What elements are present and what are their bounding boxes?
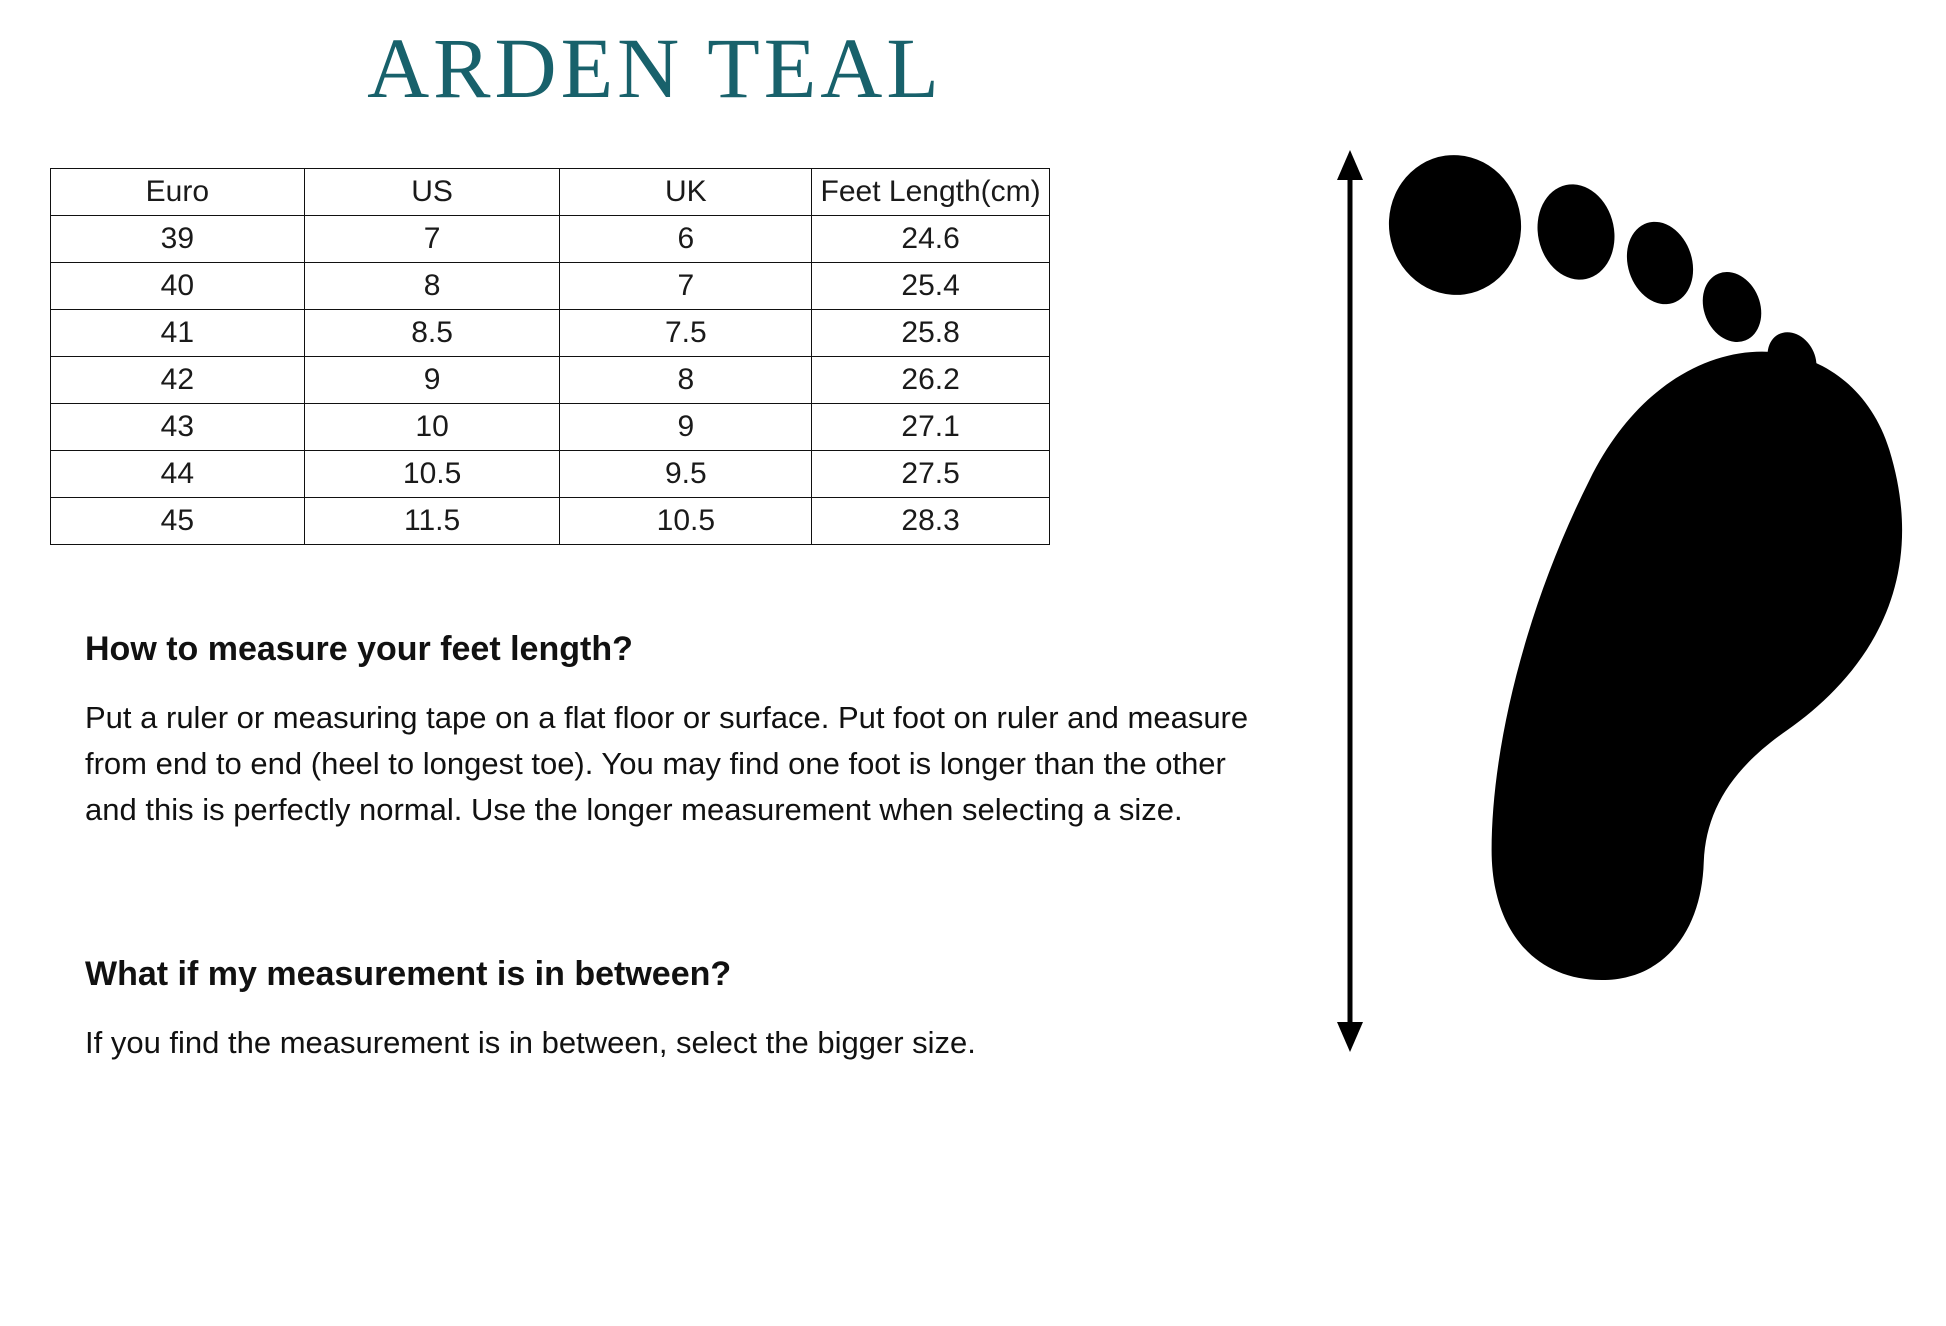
cell-uk: 6 — [560, 216, 812, 263]
cell-us: 10.5 — [304, 451, 560, 498]
cell-feet-length: 25.4 — [812, 263, 1050, 310]
cell-feet-length: 25.8 — [812, 310, 1050, 357]
cell-us: 8 — [304, 263, 560, 310]
in-between-heading: What if my measurement is in between? — [85, 955, 732, 993]
table-row — [51, 404, 1050, 451]
table-row — [51, 216, 1050, 263]
cell-us: 9 — [304, 357, 560, 404]
cell-uk: 9.5 — [560, 451, 812, 498]
in-between-body: If you find the measurement is in between, select the bigger size. — [85, 1025, 976, 1060]
cell-us: 11.5 — [304, 498, 560, 545]
size-chart-table — [50, 168, 1050, 545]
table-header-row — [51, 169, 1050, 216]
table-row — [51, 451, 1050, 498]
cell-euro: 42 — [51, 357, 305, 404]
cell-feet-length: 27.1 — [812, 404, 1050, 451]
cell-us: 10 — [304, 404, 560, 451]
measure-arrow-icon — [1337, 150, 1363, 1052]
how-to-measure-heading: How to measure your feet length? — [85, 630, 633, 668]
table-row — [51, 310, 1050, 357]
cell-euro: 39 — [51, 216, 305, 263]
in-between-section — [85, 955, 1265, 1066]
how-to-measure-body: Put a ruler or measuring tape on a flat floor or surface. Put foot on ruler and measure from end to end (heel to longest toe). You may find one foot is longer than the other and this is perfectly normal. Use the longer measurement when selecting a size. — [85, 700, 1249, 827]
cell-feet-length: 24.6 — [812, 216, 1050, 263]
column-header-euro: Euro — [51, 169, 305, 216]
column-header-uk: UK — [560, 169, 812, 216]
sole-shape — [1492, 352, 1903, 980]
cell-uk: 8 — [560, 357, 812, 404]
cell-uk: 10.5 — [560, 498, 812, 545]
cell-euro: 41 — [51, 310, 305, 357]
column-header-feet-length: Feet Length(cm) — [812, 169, 1050, 216]
table-row — [51, 498, 1050, 545]
cell-uk: 7.5 — [560, 310, 812, 357]
footprint-illustration — [1330, 150, 1920, 1070]
column-header-us: US — [304, 169, 560, 216]
cell-uk: 9 — [560, 404, 812, 451]
how-to-measure-section — [85, 630, 1265, 833]
cell-feet-length: 27.5 — [812, 451, 1050, 498]
cell-euro: 40 — [51, 263, 305, 310]
table-row — [51, 357, 1050, 404]
table-row — [51, 263, 1050, 310]
cell-euro: 43 — [51, 404, 305, 451]
page-title: ARDEN TEAL — [367, 20, 943, 116]
cell-euro: 44 — [51, 451, 305, 498]
cell-us: 8.5 — [304, 310, 560, 357]
cell-euro: 45 — [51, 498, 305, 545]
cell-feet-length: 28.3 — [812, 498, 1050, 545]
cell-uk: 7 — [560, 263, 812, 310]
cell-us: 7 — [304, 216, 560, 263]
cell-feet-length: 26.2 — [812, 357, 1050, 404]
